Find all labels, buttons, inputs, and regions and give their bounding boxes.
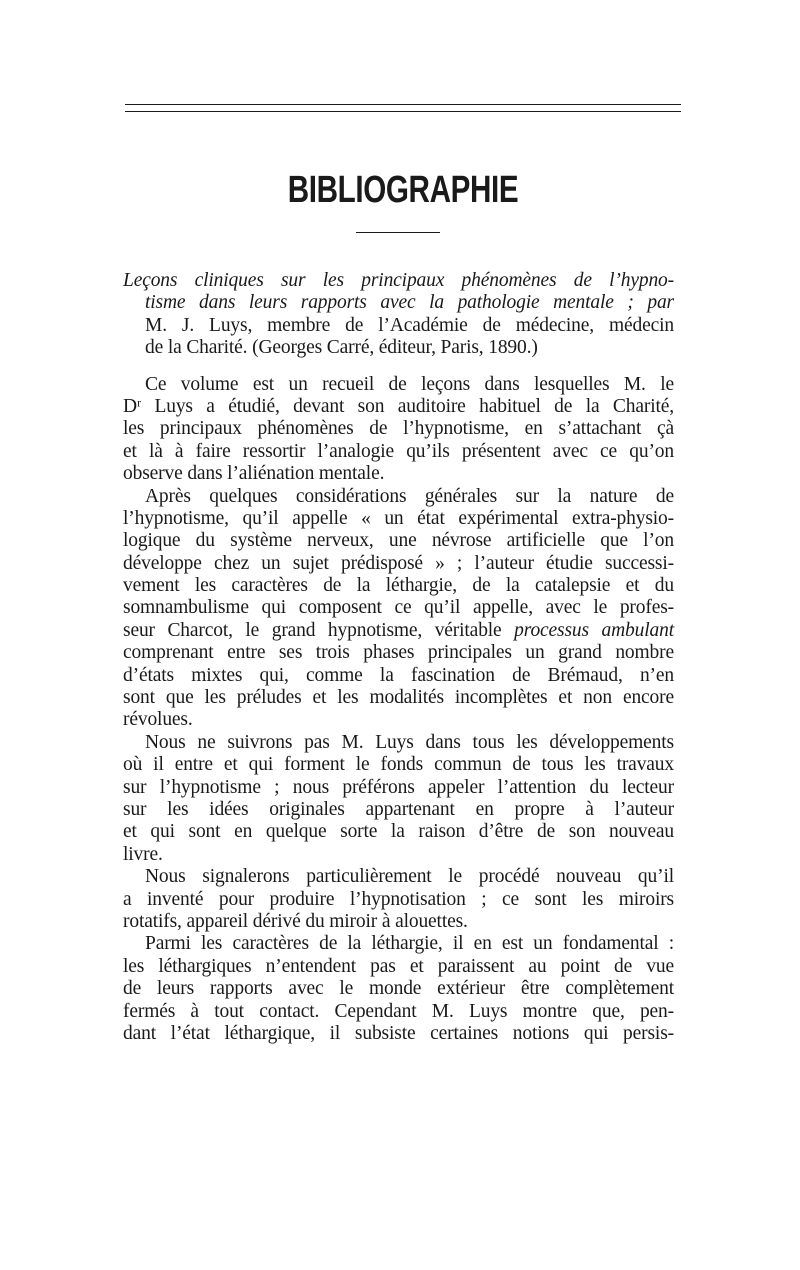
paragraph-line: fermés à tout contact. Cependant M. Luys montre que, pen- (123, 1000, 674, 1022)
paragraph-line: sur les idées originales appartenant en propre à l’auteur (123, 798, 674, 820)
paragraph (123, 374, 674, 486)
paragraph-line: logique du système nerveux, une névrose artificielle que l’on (123, 530, 674, 552)
paragraph-line: somnambulisme qui composent ce qu’il appelle, avec le profes- (123, 597, 674, 619)
paragraph-line: de leurs rapports avec le monde extérieur être complètement (123, 978, 674, 1000)
paragraph-line: Nous signalerons particulièrement le procédé nouveau qu’il (145, 866, 674, 888)
citation-line: de la Charité. (Georges Carré, éditeur, Paris, 1890.) (145, 337, 538, 359)
paragraph-line: Après quelques considérations générales sur la nature de (145, 485, 674, 507)
paragraph-line: vement les caractères de la léthargie, de la catalepsie et du (123, 575, 674, 597)
paragraph-line: les léthargiques n’entendent pas et paraissent au point de vue (123, 955, 674, 977)
header-double-rule-top (125, 104, 681, 105)
italic-term: processus ambulant (514, 619, 674, 641)
paragraph-line: et qui sont en quelque sorte la raison d’être de son nouveau (123, 821, 674, 843)
paragraph-line: où il entre et qui forment le fonds commun de tous les travaux (123, 754, 674, 776)
paragraph (123, 732, 674, 866)
paragraph-line: développe chez un sujet prédisposé » ; l’auteur étudie successi- (123, 552, 674, 574)
paragraph-line: sont que les préludes et les modalités incomplètes et non encore (123, 687, 674, 709)
paragraph-line: Parmi les caractères de la léthargie, il en est un fondamental : (145, 933, 674, 955)
page-body (123, 270, 674, 1045)
citation-line: M. J. Luys, membre de l’Académie de médecine, médecin (145, 314, 674, 336)
paragraph-line: les principaux phénomènes de l’hypnotisme, en s’attachant çà (123, 418, 674, 440)
paragraph-line: d’états mixtes qui, comme la fascination de Brémaud, n’en (123, 664, 674, 686)
paragraph-line: seur Charcot, le grand hypnotisme, véritable processus ambulant (123, 619, 674, 641)
citation-line: Leçons cliniques sur les principaux phénomènes de l’hypno- (123, 270, 674, 291)
paragraph-line: a inventé pour produire l’hypnotisation ; ce sont les miroirs (123, 888, 674, 910)
page-title: BIBLIOGRAPHIE (287, 169, 519, 211)
spacer (123, 360, 674, 374)
paragraph (123, 866, 674, 933)
paragraph-line: Dʳ Luys a étudié, devant son auditoire habituel de la Charité, (123, 395, 674, 417)
paragraph-line: observe dans l’aliénation mentale. (123, 463, 385, 485)
paragraph-line: dant l’état léthargique, il subsiste certaines notions qui persis- (123, 1022, 674, 1044)
paragraph-line: l’hypnotisme, qu’il appelle « un état expérimental extra-physio- (123, 507, 674, 529)
paragraph (123, 933, 674, 1045)
paragraph-line: livre. (123, 843, 163, 865)
paragraph-line: Ce volume est un recueil de leçons dans lesquelles M. le (145, 373, 674, 395)
paragraph-line: Nous ne suivrons pas M. Luys dans tous les développements (145, 731, 674, 753)
paragraph-line: rotatifs, appareil dérivé du miroir à alouettes. (123, 910, 468, 932)
paragraph-line: révolues. (123, 709, 193, 731)
citation-title-fragment: tisme dans leurs rapports avec la pathologie mentale ; par (145, 292, 674, 314)
title-underline-rule (356, 232, 440, 233)
paragraph-line: comprenant entre ses trois phases principales un grand nombre (123, 642, 674, 664)
header-double-rule-bottom (125, 111, 681, 112)
paragraph-line: et là à faire ressortir l’analogie qu’ils présentent avec ce qu’on (123, 440, 674, 462)
citation-block (123, 270, 674, 360)
paragraph-line: sur l’hypnotisme ; nous préférons appeler l’attention du lecteur (123, 776, 674, 798)
citation-line (123, 292, 674, 314)
paragraph (123, 486, 674, 732)
